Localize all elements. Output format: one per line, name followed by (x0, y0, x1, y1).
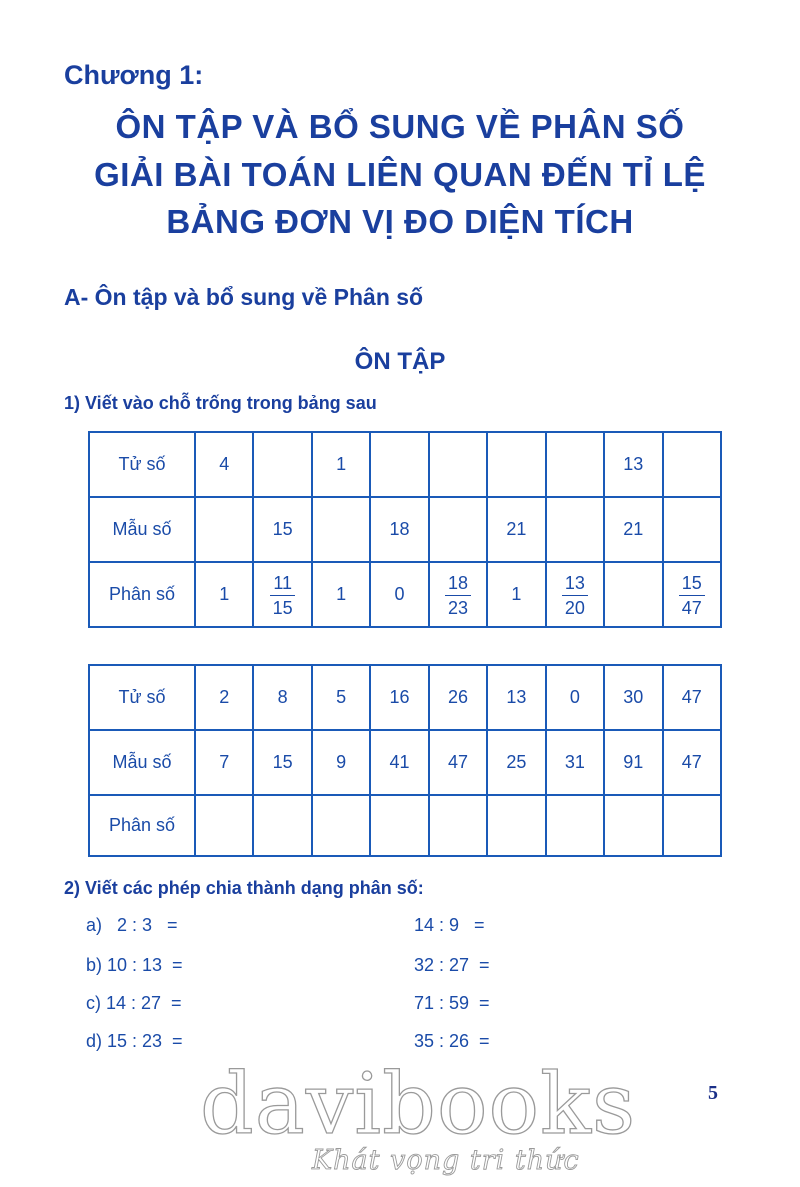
denominator-cell: 25 (487, 730, 545, 795)
table-row (89, 432, 721, 497)
fraction-numerator: 18 (445, 574, 471, 596)
denominator-cell (312, 497, 370, 562)
fraction-cell (663, 562, 722, 627)
exercise-1-heading: 1) Viết vào chỗ trống trong bảng sau (64, 393, 377, 413)
numerator-cell (487, 432, 545, 497)
fraction-denominator: 23 (447, 597, 468, 618)
fraction-cell (253, 562, 311, 627)
division-left: d) 15 : 23 = (86, 1031, 183, 1051)
numerator-cell: 16 (370, 665, 428, 730)
fraction-value: 1 (336, 584, 347, 604)
row-label: Mẫu số (89, 730, 195, 795)
fraction-value (562, 574, 588, 617)
chapter-title-line-1: ÔN TẬP VÀ BỔ SUNG VỀ PHÂN SỐ (115, 108, 685, 145)
denominator-cell (546, 497, 604, 562)
row-label: Phân số (89, 795, 195, 856)
fraction-table-2 (88, 664, 722, 857)
fraction-value: 1 (511, 584, 522, 604)
denominator-cell: 41 (370, 730, 428, 795)
numerator-cell: 26 (429, 665, 487, 730)
fraction-cell (487, 562, 545, 627)
fraction-cell (253, 795, 311, 856)
fraction-cell (546, 562, 604, 627)
fraction-cell (312, 562, 370, 627)
numerator-cell: 5 (312, 665, 370, 730)
fraction-cell (429, 562, 487, 627)
numerator-cell (663, 432, 722, 497)
numerator-cell (429, 432, 487, 497)
numerator-cell: 47 (663, 665, 722, 730)
denominator-cell (663, 497, 722, 562)
denominator-cell: 15 (253, 730, 311, 795)
fraction-denominator: 15 (272, 597, 293, 618)
table-row (89, 795, 721, 856)
fraction-cell (195, 795, 253, 856)
division-right: 32 : 27 = (414, 955, 490, 975)
chapter-title-line-2: GIẢI BÀI TOÁN LIÊN QUAN ĐẾN TỈ LỆ (94, 156, 706, 193)
fraction-cell (604, 562, 662, 627)
table-row (89, 562, 721, 627)
denominator-cell: 47 (663, 730, 722, 795)
numerator-cell: 13 (604, 432, 662, 497)
row-label: Mẫu số (89, 497, 195, 562)
fraction-value: 1 (219, 584, 230, 604)
denominator-cell: 21 (487, 497, 545, 562)
fraction-cell (429, 795, 487, 856)
numerator-cell (546, 432, 604, 497)
fraction-numerator: 11 (270, 574, 295, 596)
fraction-cell (195, 562, 253, 627)
watermark-tagline: Khát vọng tri thức (312, 1145, 580, 1176)
chapter-title-line-3: BẢNG ĐƠN VỊ ĐO DIỆN TÍCH (166, 203, 634, 240)
numerator-cell: 0 (546, 665, 604, 730)
fraction-cell (487, 795, 545, 856)
numerator-cell: 8 (253, 665, 311, 730)
table-row (89, 497, 721, 562)
table-row (89, 665, 721, 730)
fraction-cell (663, 795, 722, 856)
row-label: Phân số (89, 562, 195, 627)
numerator-cell (253, 432, 311, 497)
numerator-cell: 13 (487, 665, 545, 730)
fraction-cell (312, 795, 370, 856)
division-right: 35 : 26 = (414, 1031, 490, 1051)
numerator-cell (370, 432, 428, 497)
fraction-numerator: 15 (679, 574, 705, 596)
section-heading: A- Ôn tập và bổ sung về Phân số (64, 284, 424, 310)
division-left: c) 14 : 27 = (86, 993, 182, 1013)
denominator-cell: 15 (253, 497, 311, 562)
denominator-cell: 21 (604, 497, 662, 562)
denominator-cell: 47 (429, 730, 487, 795)
denominator-cell: 18 (370, 497, 428, 562)
fraction-cell (370, 562, 428, 627)
division-left: b) 10 : 13 = (86, 955, 183, 975)
fraction-value (270, 574, 295, 617)
watermark-logo: davibooks (200, 1055, 637, 1153)
numerator-cell: 30 (604, 665, 662, 730)
numerator-cell: 2 (195, 665, 253, 730)
denominator-cell (429, 497, 487, 562)
fraction-value (679, 574, 705, 617)
fraction-cell (370, 795, 428, 856)
fraction-denominator: 20 (564, 597, 585, 618)
fraction-cell (546, 795, 604, 856)
division-right: 14 : 9 = (414, 915, 485, 935)
page-number: 5 (708, 1082, 718, 1104)
table-row (89, 730, 721, 795)
fraction-cell (604, 795, 662, 856)
fraction-value (445, 574, 471, 617)
review-heading: ÔN TẬP (354, 348, 446, 375)
denominator-cell (195, 497, 253, 562)
denominator-cell: 31 (546, 730, 604, 795)
row-label: Tử số (89, 432, 195, 497)
row-label: Tử số (89, 665, 195, 730)
exercise-2-heading: 2) Viết các phép chia thành dạng phân số: (64, 878, 424, 898)
denominator-cell: 7 (195, 730, 253, 795)
fraction-table-1 (88, 431, 722, 628)
division-right: 71 : 59 = (414, 993, 490, 1013)
numerator-cell: 4 (195, 432, 253, 497)
chapter-label: Chương 1: (64, 60, 204, 90)
numerator-cell: 1 (312, 432, 370, 497)
denominator-cell: 9 (312, 730, 370, 795)
division-left: a) 2 : 3 = (86, 915, 178, 935)
denominator-cell: 91 (604, 730, 662, 795)
fraction-value: 0 (394, 584, 405, 604)
fraction-denominator: 47 (681, 597, 702, 618)
fraction-numerator: 13 (562, 574, 588, 596)
